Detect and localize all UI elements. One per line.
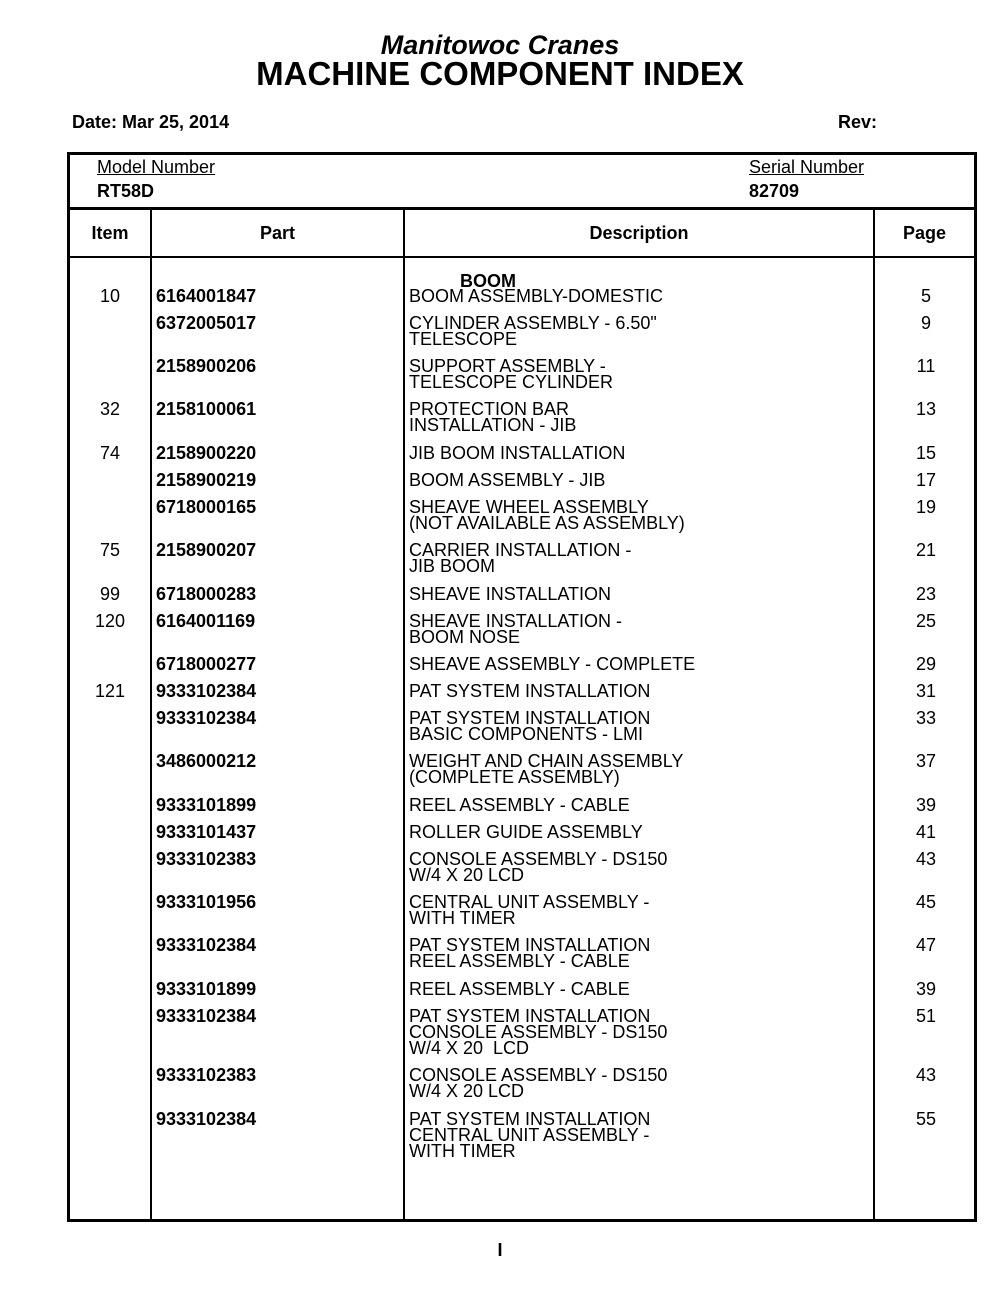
part-number-cell: 9333102383 (156, 1065, 257, 1085)
item-cell: 121 (94, 681, 126, 701)
description-cell: CENTRAL UNIT ASSEMBLY - WITH TIMER (409, 892, 650, 928)
page-cell: 43 (915, 849, 937, 869)
description-cell: PROTECTION BAR INSTALLATION - JIB (409, 399, 577, 435)
brand-name: Manitowoc Cranes (380, 30, 620, 60)
description-cell: REEL ASSEMBLY - CABLE (409, 979, 630, 999)
description-cell: JIB BOOM INSTALLATION (409, 443, 626, 463)
header-divider (70, 256, 974, 258)
page-cell: 37 (915, 751, 937, 771)
serial-number-value: 82709 (749, 181, 800, 201)
page-cell: 15 (915, 443, 937, 463)
document-date: Date: Mar 25, 2014 (72, 112, 230, 132)
item-cell: 10 (99, 286, 121, 306)
column-header-description: Description (589, 223, 689, 243)
page-cell: 31 (915, 681, 937, 701)
part-number-cell: 6164001169 (156, 611, 256, 631)
page-cell: 47 (915, 935, 937, 955)
description-cell: SHEAVE INSTALLATION (409, 584, 612, 604)
part-number-cell: 6718000277 (156, 654, 257, 674)
part-number-cell: 2158900219 (156, 470, 257, 490)
part-number-cell: 9333102384 (156, 681, 257, 701)
document-revision: Rev: (838, 112, 878, 132)
description-cell: PAT SYSTEM INSTALLATION CONSOLE ASSEMBLY - DS150 W/4 X 20 LCD (409, 1006, 668, 1058)
description-cell: PAT SYSTEM INSTALLATION REEL ASSEMBLY - CABLE (409, 935, 651, 971)
description-cell: CARRIER INSTALLATION - JIB BOOM (409, 540, 632, 576)
part-number-cell: 6372005017 (156, 313, 257, 333)
part-number-cell: 9333101899 (156, 979, 257, 999)
description-cell: SUPPORT ASSEMBLY - TELESCOPE CYLINDER (409, 356, 614, 392)
page-cell: 25 (915, 611, 937, 631)
page-cell: 23 (915, 584, 937, 604)
part-number-cell: 9333102384 (156, 935, 257, 955)
part-number-cell: 6164001847 (156, 286, 257, 306)
part-number-cell: 9333102384 (156, 1006, 257, 1026)
column-header-page: Page (902, 223, 947, 243)
page-cell: 21 (915, 540, 937, 560)
item-cell: 74 (99, 443, 121, 463)
model-info-box (70, 155, 974, 210)
description-cell: BOOM ASSEMBLY-DOMESTIC (409, 286, 664, 306)
page-number: I (497, 1240, 503, 1260)
description-cell: ROLLER GUIDE ASSEMBLY (409, 822, 643, 842)
description-cell: PAT SYSTEM INSTALLATION CENTRAL UNIT ASSEMBLY - WITH TIMER (409, 1109, 651, 1161)
part-number-cell: 9333101899 (156, 795, 257, 815)
part-number-cell: 9333101956 (156, 892, 257, 912)
item-cell: 32 (99, 399, 121, 419)
description-cell: PAT SYSTEM INSTALLATION (409, 681, 651, 701)
item-cell: 120 (94, 611, 126, 631)
part-number-cell: 2158900207 (156, 540, 257, 560)
page-cell: 9 (920, 313, 931, 333)
page-cell: 29 (915, 654, 937, 674)
page-cell: 11 (916, 356, 936, 376)
description-cell: REEL ASSEMBLY - CABLE (409, 795, 630, 815)
page-cell: 41 (915, 822, 937, 842)
page-cell: 17 (915, 470, 937, 490)
part-number-cell: 9333102384 (156, 708, 257, 728)
page-cell: 33 (915, 708, 937, 728)
model-number-label: Model Number (97, 157, 216, 177)
description-cell: BOOM ASSEMBLY - JIB (409, 470, 606, 490)
page-cell: 13 (915, 399, 937, 419)
page-cell: 39 (915, 795, 937, 815)
model-number-value: RT58D (97, 181, 155, 201)
page-cell: 19 (915, 497, 937, 517)
column-header-item: Item (91, 223, 129, 243)
section-title: BOOM (460, 271, 516, 291)
part-number-cell: 9333102384 (156, 1109, 257, 1129)
description-cell: SHEAVE WHEEL ASSEMBLY (NOT AVAILABLE AS ASSEMBLY) (409, 497, 685, 533)
page-cell: 55 (915, 1109, 937, 1129)
item-cell: 75 (99, 540, 121, 560)
page-cell: 51 (915, 1006, 937, 1026)
column-divider (403, 210, 405, 1219)
part-number-cell: 2158900206 (156, 356, 257, 376)
part-number-cell: 2158100061 (156, 399, 257, 419)
page-cell: 45 (915, 892, 937, 912)
part-number-cell: 2158900220 (156, 443, 257, 463)
description-cell: CONSOLE ASSEMBLY - DS150 W/4 X 20 LCD (409, 849, 668, 885)
page-cell: 43 (915, 1065, 937, 1085)
part-number-cell: 6718000283 (156, 584, 257, 604)
component-index-table (67, 152, 977, 1222)
description-cell: SHEAVE INSTALLATION - BOOM NOSE (409, 611, 623, 647)
item-cell: 99 (99, 584, 121, 604)
page-cell: 39 (915, 979, 937, 999)
serial-number-label: Serial Number (749, 157, 865, 177)
part-number-cell: 9333101437 (156, 822, 257, 842)
column-header-part: Part (259, 223, 295, 243)
description-cell: CYLINDER ASSEMBLY - 6.50" TELESCOPE (409, 313, 657, 349)
description-cell: WEIGHT AND CHAIN ASSEMBLY (COMPLETE ASSEMBLY) (409, 751, 684, 787)
description-cell: PAT SYSTEM INSTALLATION BASIC COMPONENTS - LMI (409, 708, 651, 744)
part-number-cell: 3486000212 (156, 751, 257, 771)
part-number-cell: 9333102383 (156, 849, 257, 869)
description-cell: CONSOLE ASSEMBLY - DS150 W/4 X 20 LCD (409, 1065, 668, 1101)
column-divider (150, 210, 152, 1219)
part-number-cell: 6718000165 (156, 497, 257, 517)
page-cell: 5 (920, 286, 931, 306)
description-cell: SHEAVE ASSEMBLY - COMPLETE (409, 654, 696, 674)
document-title: MACHINE COMPONENT INDEX (256, 55, 744, 92)
